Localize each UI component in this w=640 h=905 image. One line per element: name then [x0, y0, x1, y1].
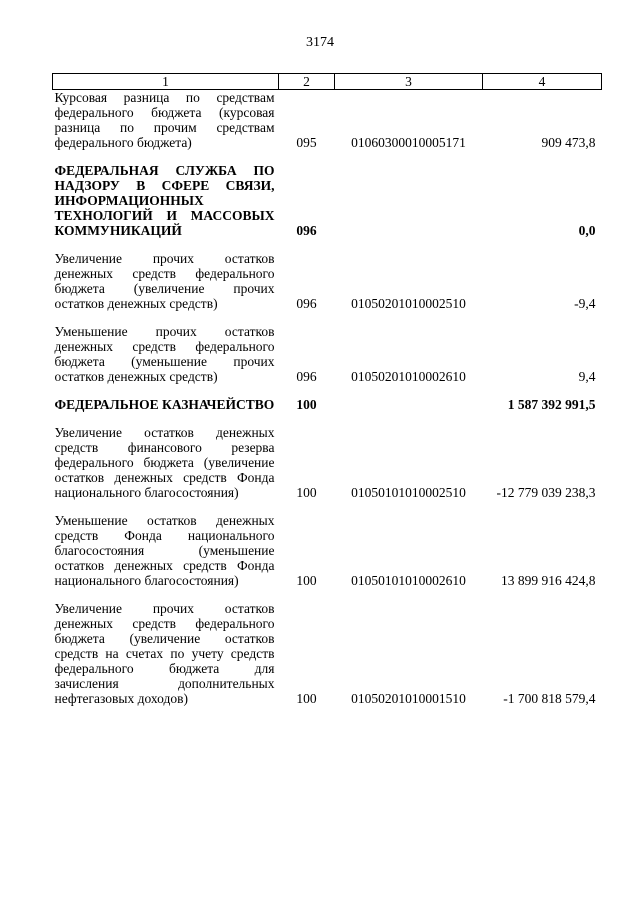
row-admin-code: 096 [296, 369, 317, 384]
row-name: Уменьшение прочих остатков денежных средств федерального бюджета (уменьшение прочих остатков денежных средств) [54, 324, 275, 384]
row-admin-code: 100 [296, 397, 317, 412]
column-header-4: 4 [483, 74, 602, 90]
table-row [53, 588, 602, 706]
table-row [53, 150, 602, 238]
budget-table [52, 73, 602, 706]
row-admin-code: 100 [296, 691, 317, 706]
row-admin-code: 100 [296, 485, 317, 500]
table-row [53, 238, 602, 311]
column-header-2: 2 [279, 74, 335, 90]
table-row [53, 384, 602, 412]
row-name: Увеличение прочих остатков денежных средств федерального бюджета (увеличение остатков средств на счетах по учету средств федерального бюджета для зачисления дополнительных нефтегазовых доходов) [54, 601, 275, 706]
row-amount: 0,0 [578, 223, 596, 238]
row-amount: -1 700 818 579,4 [503, 691, 596, 706]
row-admin-code: 100 [296, 573, 317, 588]
column-header-3: 3 [335, 74, 483, 90]
table-row [53, 412, 602, 500]
row-name: Курсовая разница по средствам федерального бюджета (курсовая разница по прочим средствам федерального бюджета) [54, 90, 275, 150]
row-classification-code [335, 150, 483, 238]
row-classification-code: 01050201010002510 [351, 296, 466, 311]
row-amount: 9,4 [578, 369, 596, 384]
row-amount: -12 779 039 238,3 [496, 485, 596, 500]
row-name: Уменьшение остатков денежных средств Фонда национального благосостояния (уменьшение остатков денежных средств Фонда национального благосостояния) [54, 513, 275, 588]
row-admin-code: 096 [296, 223, 317, 238]
row-admin-code: 096 [296, 296, 317, 311]
row-classification-code: 01050201010001510 [351, 691, 466, 706]
row-classification-code: 01060300010005171 [351, 135, 466, 150]
row-amount: 1 587 392 991,5 [507, 397, 596, 412]
row-name: ФЕДЕРАЛЬНАЯ СЛУЖБА ПО НАДЗОРУ В СФЕРЕ СВЯЗИ, ИНФОРМАЦИОННЫХ ТЕХНОЛОГИЙ И МАССОВЫХ КОММУНИКАЦИЙ [54, 163, 275, 238]
row-amount: -9,4 [574, 296, 596, 311]
table-row [53, 90, 602, 151]
row-name: ФЕДЕРАЛЬНОЕ КАЗНАЧЕЙСТВО [54, 397, 275, 412]
row-name: Увеличение прочих остатков денежных средств федерального бюджета (увеличение прочих остатков денежных средств) [54, 251, 275, 311]
row-admin-code: 095 [296, 135, 317, 150]
table-row [53, 311, 602, 384]
row-amount: 909 473,8 [541, 135, 596, 150]
row-classification-code [335, 384, 483, 412]
table-row [53, 500, 602, 588]
row-classification-code: 01050101010002610 [351, 573, 466, 588]
table-header-row [53, 74, 602, 90]
column-header-1: 1 [53, 74, 279, 90]
row-classification-code: 01050101010002510 [351, 485, 466, 500]
row-name: Увеличение остатков денежных средств финансового резерва федерального бюджета (увеличение остатков денежных средств Фонда национального благосостояния) [54, 425, 275, 500]
page-number: 3174 [306, 35, 334, 50]
row-classification-code: 01050201010002610 [351, 369, 466, 384]
row-amount: 13 899 916 424,8 [501, 573, 596, 588]
